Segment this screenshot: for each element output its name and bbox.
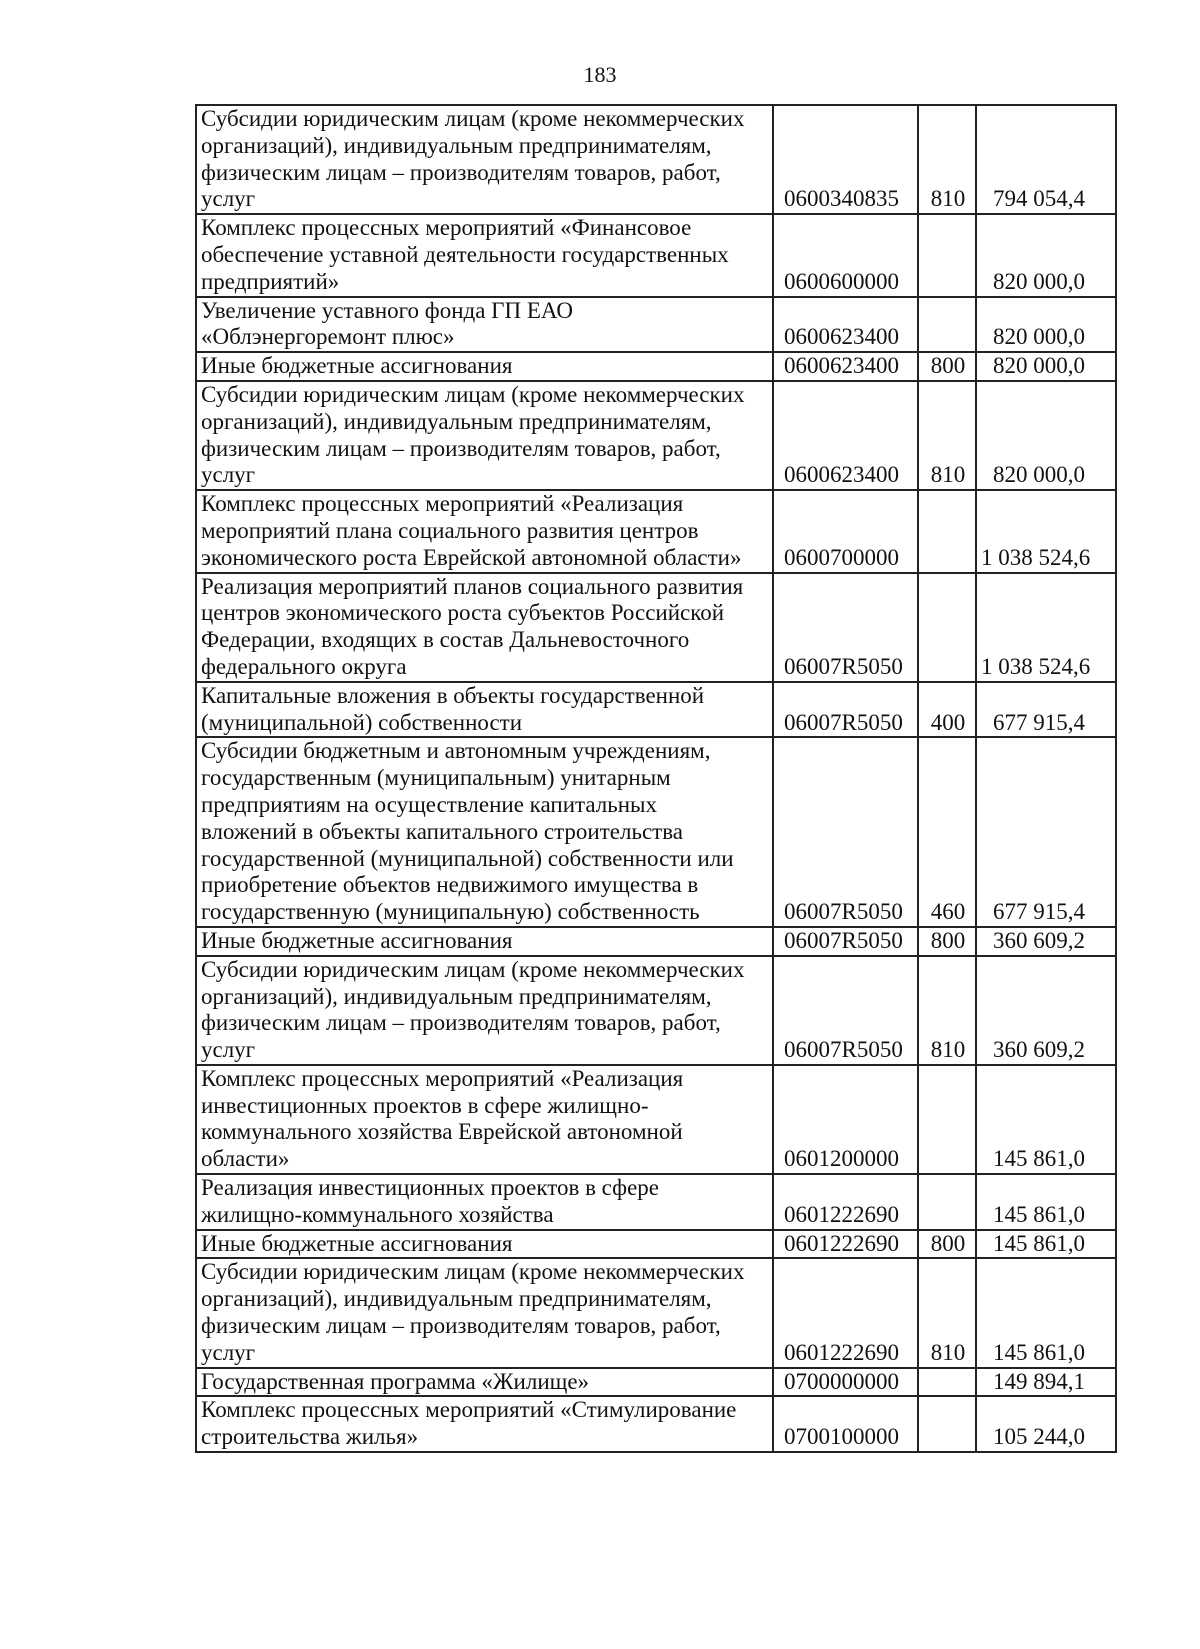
cell-sum: 145 861,0 [976,1258,1116,1367]
cell-code: 0600340835 [773,105,918,214]
cell-name: Иные бюджетные ассигнования [196,927,773,956]
cell-code: 0700000000 [773,1368,918,1397]
cell-sum: 360 609,2 [976,956,1116,1065]
table-row [196,352,1116,381]
cell-code: 0600700000 [773,490,918,572]
cell-sum: 677 915,4 [976,737,1116,927]
cell-sum: 677 915,4 [976,682,1116,738]
cell-sum: 149 894,1 [976,1368,1116,1397]
cell-code: 0600623400 [773,381,918,490]
cell-expense-type: 810 [918,1258,976,1367]
table-row [196,737,1116,927]
cell-expense-type: 800 [918,352,976,381]
cell-name: Субсидии бюджетным и автономным учреждениям, государственным (муниципальным) унитарным предприятиям на осуществление капитальных вложений в объекты капитального строительства государственной (муниципальной) собственности или приобретение объектов недвижимого имущества в государственную (муниципальную) собственность [196,737,773,927]
cell-name: Увеличение уставного фонда ГП ЕАО «Облэнергоремонт плюс» [196,297,773,353]
cell-expense-type: 800 [918,1230,976,1259]
cell-expense-type: 810 [918,105,976,214]
cell-code: 0600600000 [773,214,918,296]
cell-expense-type: 810 [918,381,976,490]
cell-code: 0601200000 [773,1065,918,1174]
table-row [196,1258,1116,1367]
cell-name: Субсидии юридическим лицам (кроме некоммерческих организаций), индивидуальным предпринимателям, физическим лицам – производителям товаров, работ, услуг [196,105,773,214]
cell-sum: 820 000,0 [976,352,1116,381]
cell-expense-type [918,297,976,353]
cell-code: 0601222690 [773,1174,918,1230]
cell-code: 0600623400 [773,297,918,353]
cell-expense-type: 400 [918,682,976,738]
cell-name: Комплекс процессных мероприятий «Стимулирование строительства жилья» [196,1396,773,1452]
cell-code: 06007R5050 [773,927,918,956]
table-row [196,214,1116,296]
cell-expense-type [918,490,976,572]
cell-code: 06007R5050 [773,737,918,927]
cell-name: Комплекс процессных мероприятий «Реализация мероприятий плана социального развития центров экономического роста Еврейской автономной области» [196,490,773,572]
table-row [196,573,1116,682]
cell-name: Субсидии юридическим лицам (кроме некоммерческих организаций), индивидуальным предпринимателям, физическим лицам – производителям товаров, работ, услуг [196,1258,773,1367]
cell-sum: 1 038 524,6 [976,573,1116,682]
cell-expense-type: 810 [918,956,976,1065]
table-row [196,1065,1116,1174]
cell-sum: 105 244,0 [976,1396,1116,1452]
cell-expense-type [918,1065,976,1174]
table-row [196,381,1116,490]
cell-name: Капитальные вложения в объекты государственной (муниципальной) собственности [196,682,773,738]
cell-code: 0601222690 [773,1258,918,1367]
table-row [196,490,1116,572]
table-body [196,105,1116,1452]
cell-sum: 145 861,0 [976,1174,1116,1230]
table-row [196,297,1116,353]
cell-code: 0601222690 [773,1230,918,1259]
cell-expense-type [918,214,976,296]
cell-code: 06007R5050 [773,956,918,1065]
cell-expense-type [918,573,976,682]
cell-name: Реализация инвестиционных проектов в сфере жилищно-коммунального хозяйства [196,1174,773,1230]
cell-code: 0700100000 [773,1396,918,1452]
cell-name: Иные бюджетные ассигнования [196,1230,773,1259]
cell-code: 0600623400 [773,352,918,381]
cell-name: Субсидии юридическим лицам (кроме некоммерческих организаций), индивидуальным предпринимателям, физическим лицам – производителям товаров, работ, услуг [196,956,773,1065]
table-row [196,105,1116,214]
table-row [196,1396,1116,1452]
cell-name: Государственная программа «Жилище» [196,1368,773,1397]
cell-expense-type: 460 [918,737,976,927]
cell-name: Комплекс процессных мероприятий «Финансовое обеспечение уставной деятельности государственных предприятий» [196,214,773,296]
cell-code: 06007R5050 [773,682,918,738]
cell-expense-type: 800 [918,927,976,956]
cell-expense-type [918,1174,976,1230]
cell-sum: 820 000,0 [976,381,1116,490]
table-row [196,682,1116,738]
cell-sum: 794 054,4 [976,105,1116,214]
cell-sum: 1 038 524,6 [976,490,1116,572]
cell-name: Реализация мероприятий планов социального развития центров экономического роста субъектов Российской Федерации, входящих в состав Дальневосточного федерального округа [196,573,773,682]
table-row [196,927,1116,956]
table-row [196,1174,1116,1230]
cell-name: Иные бюджетные ассигнования [196,352,773,381]
cell-code: 06007R5050 [773,573,918,682]
cell-name: Субсидии юридическим лицам (кроме некоммерческих организаций), индивидуальным предпринимателям, физическим лицам – производителям товаров, работ, услуг [196,381,773,490]
cell-sum: 820 000,0 [976,297,1116,353]
cell-sum: 820 000,0 [976,214,1116,296]
table-row [196,1230,1116,1259]
cell-name: Комплекс процессных мероприятий «Реализация инвестиционных проектов в сфере жилищно- коммунального хозяйства Еврейской автономной области» [196,1065,773,1174]
cell-sum: 145 861,0 [976,1065,1116,1174]
page-number: 183 [583,62,617,87]
budget-table [195,104,1117,1453]
cell-expense-type [918,1368,976,1397]
table-row [196,1368,1116,1397]
table-row [196,956,1116,1065]
cell-sum: 145 861,0 [976,1230,1116,1259]
cell-expense-type [918,1396,976,1452]
cell-sum: 360 609,2 [976,927,1116,956]
